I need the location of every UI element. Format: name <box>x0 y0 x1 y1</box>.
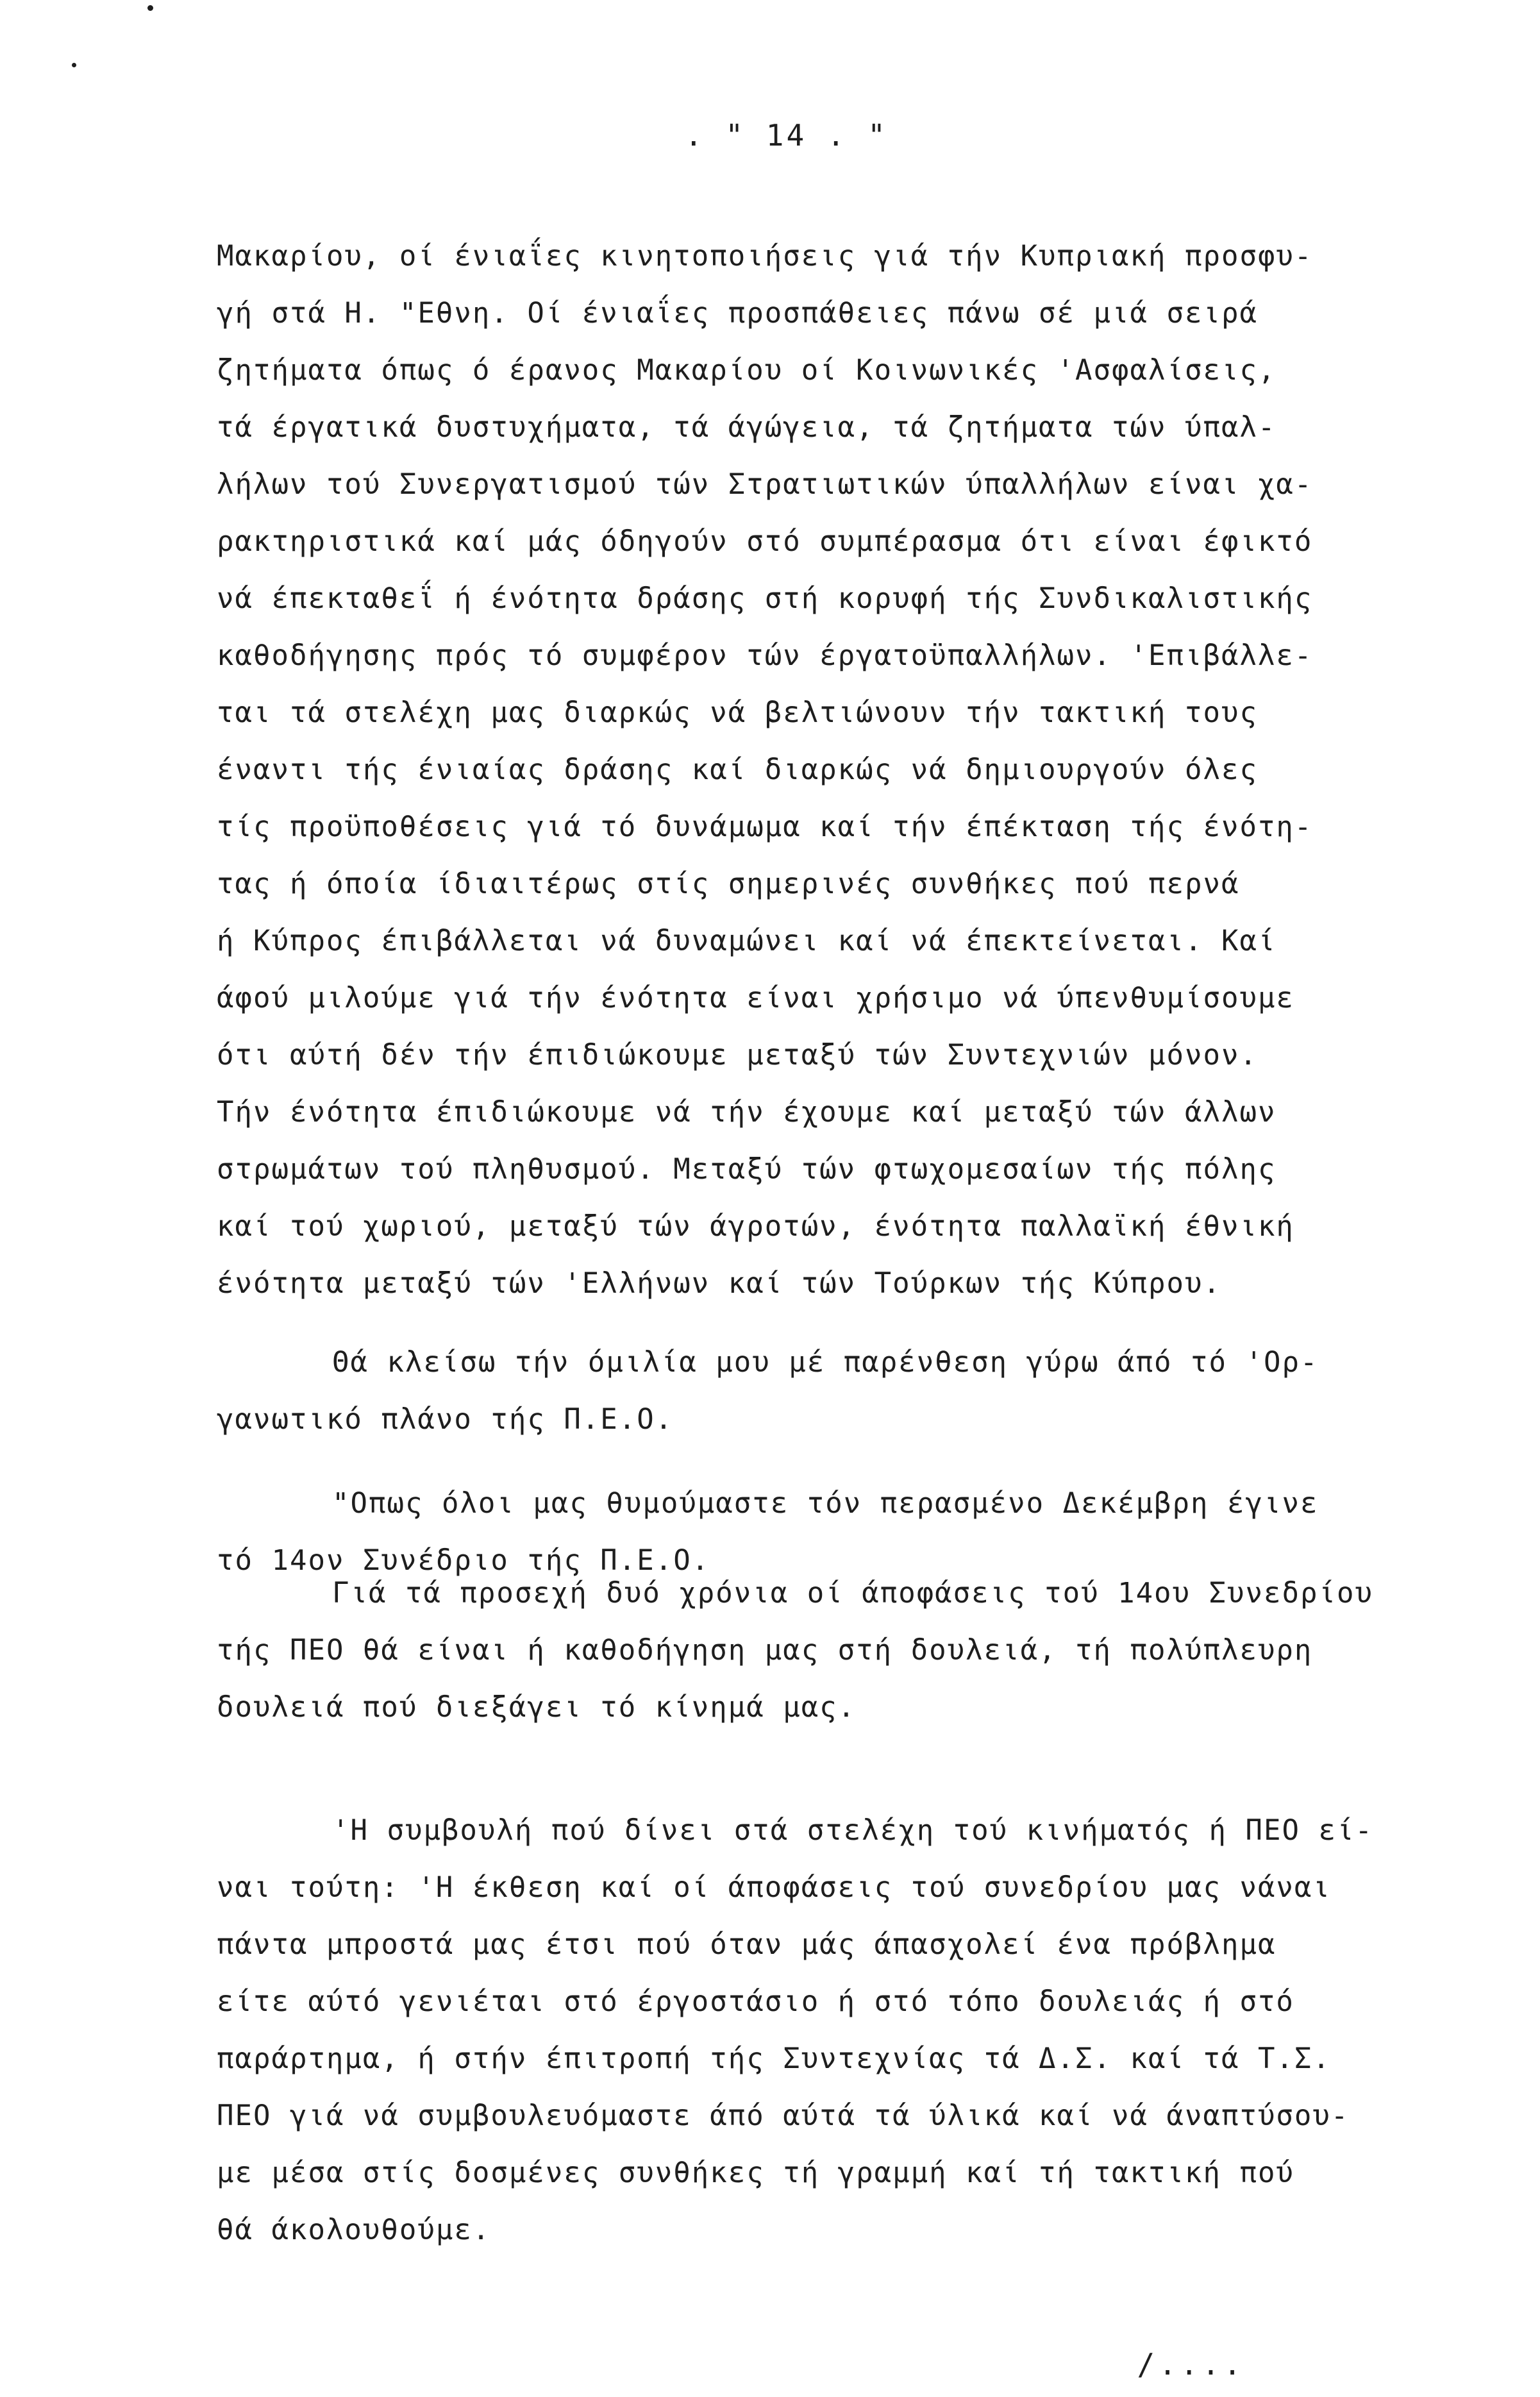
text-line: στρωμάτων τού πληθυσμού. Μεταξύ τών φτωχομεσαίων τής πόλης <box>217 1153 1276 1186</box>
text-line: νά έπεκταθεΐ ή ένότητα δράσης στή κορυφή τής Συνδικαλιστικής <box>217 582 1313 615</box>
text-line: ται τά στελέχη μας διαρκώς νά βελτιώνουν τήν τακτική τους <box>217 696 1258 729</box>
text-line: δουλειά πού διεξάγει τό κίνημά μας. <box>217 1691 857 1724</box>
text-line: "Οπως όλοι μας θυμούμαστε τόν περασμένο Δεκέμβρη έγινε <box>332 1487 1319 1520</box>
text-line: Μακαρίου, οί ένιαΐες κινητοποιήσεις γιά τήν Κυπριακή προσφυ- <box>217 240 1313 273</box>
continuation-mark: /.... <box>1137 2347 1245 2382</box>
text-line: ναι τούτη: 'Η έκθεση καί οί άποφάσεις τού συνεδρίου μας νάναι <box>217 1871 1331 1904</box>
text-line: πάντα μπροστά μας έτσι πού όταν μάς άπασχολεί ένα πρόβλημα <box>217 1928 1276 1961</box>
page-number: . " 14 . " <box>685 118 888 153</box>
text-line: τας ή όποία ίδιαιτέρως στίς σημερινές συνθήκες πού περνά <box>217 868 1240 900</box>
text-line: τίς προϋποθέσεις γιά τό δυνάμωμα καί τήν έπέκταση τής ένότη- <box>217 811 1313 843</box>
text-line: είτε αύτό γενιέται στό έργοστάσιο ή στό τόπο δουλειάς ή στό <box>217 1985 1294 2018</box>
text-line: Θά κλείσω τήν όμιλία μου μέ παρένθεση γύρω άπό τό 'Ορ- <box>332 1346 1319 1379</box>
text-line: τής ΠΕΟ θά είναι ή καθοδήγηση μας στή δουλειά, τή πολύπλευρη <box>217 1634 1313 1667</box>
text-line: ότι αύτή δέν τήν έπιδιώκουμε μεταξύ τών Συντεχνιών μόνον. <box>217 1039 1258 1072</box>
text-line: παράρτημα, ή στήν έπιτροπή τής Συντεχνίας τά Δ.Σ. καί τά Τ.Σ. <box>217 2042 1331 2075</box>
text-line: καί τού χωριού, μεταξύ τών άγροτών, ένότητα παλλαϊκή έθνική <box>217 1210 1294 1243</box>
text-line: γανωτικό πλάνο τής Π.Ε.Ο. <box>217 1403 674 1436</box>
text-line: με μέσα στίς δοσμένες συνθήκες τή γραμμή καί τή τακτική πού <box>217 2157 1294 2189</box>
paragraph-unity <box>217 228 1467 1312</box>
text-line: άφού μιλούμε γιά τήν ένότητα είναι χρήσιμο νά ύπενθυμίσουμε <box>217 982 1294 1014</box>
text-line: τά έργατικά δυστυχήματα, τά άγώγεια, τά ζητήματα τών ύπαλ- <box>217 411 1276 444</box>
text-line: θά άκολουθούμε. <box>217 2214 491 2246</box>
text-line: ζητήματα όπως ό έρανος Μακαρίου οί Κοινωνικές 'Ασφαλίσεις, <box>217 354 1276 387</box>
text-line: γή στά Η. "Εθνη. Οί ένιαΐες προσπάθειες πάνω σέ μιά σειρά <box>217 297 1258 330</box>
text-line: ένότητα μεταξύ τών 'Ελλήνων καί τών Τούρκων τής Κύπρου. <box>217 1267 1221 1300</box>
text-line: ΠΕΟ γιά νά συμβουλευόμαστε άπό αύτά τά ύλικά καί νά άναπτύσου- <box>217 2099 1350 2132</box>
text-line: 'Η συμβουλή πού δίνει στά στελέχη τού κινήματός ή ΠΕΟ εί- <box>332 1814 1373 1847</box>
scan-speck <box>147 5 153 11</box>
text-line: λήλων τού Συνεργατισμού τών Στρατιωτικών ύπαλλήλων είναι χα- <box>217 468 1313 501</box>
scan-speck <box>72 63 76 67</box>
text-line: έναντι τής ένιαίας δράσης καί διαρκώς νά δημιουργούν όλες <box>217 753 1258 786</box>
text-line: Γιά τά προσεχή δυό χρόνια οί άποφάσεις τού 14ου Συνεδρίου <box>332 1577 1373 1610</box>
text-line: Τήν ένότητα έπιδιώκουμε νά τήν έχουμε καί μεταξύ τών άλλων <box>217 1096 1276 1129</box>
text-line: καθοδήγησης πρός τό συμφέρον τών έργατοϋπαλλήλων. 'Επιβάλλε- <box>217 639 1313 672</box>
paragraph-decisions <box>217 1565 1467 1736</box>
paragraph-advice <box>217 1802 1467 2258</box>
text-line: ή Κύπρος έπιβάλλεται νά δυναμώνει καί νά έπεκτείνεται. Καί <box>217 925 1276 957</box>
text-line: τό 14ον Συνέδριο τής Π.Ε.Ο. <box>217 1544 710 1577</box>
paragraph-organisational-plan <box>217 1334 1467 1448</box>
text-line: ρακτηριστικά καί μάς όδηγούν στό συμπέρασμα ότι είναι έφικτό <box>217 525 1313 558</box>
